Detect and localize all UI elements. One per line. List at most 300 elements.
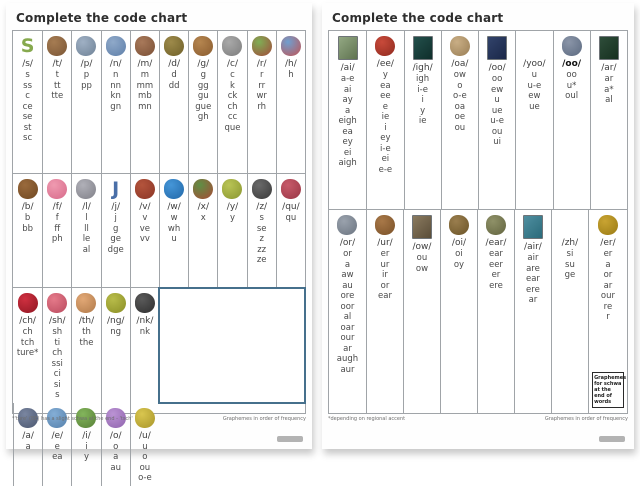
grapheme: u bbox=[171, 234, 177, 244]
grapheme: y bbox=[420, 105, 426, 116]
phoneme-cell bbox=[478, 31, 515, 209]
grapheme: s bbox=[259, 213, 264, 223]
grapheme: ar bbox=[603, 280, 613, 291]
grapheme: or bbox=[343, 249, 352, 259]
page bbox=[6, 3, 312, 483]
footnote-left: *'ture' (BE) has a slight schwa at the end - 'tsch' bbox=[12, 416, 133, 422]
grapheme: ff bbox=[54, 223, 61, 234]
grapheme: gn bbox=[110, 101, 122, 112]
phoneme-cell bbox=[477, 210, 514, 413]
grapheme: ss bbox=[23, 80, 33, 91]
grapheme: aigh bbox=[338, 158, 357, 168]
grapheme: ou bbox=[139, 462, 151, 473]
grapheme: mn bbox=[138, 101, 152, 112]
goat-icon bbox=[193, 36, 213, 56]
phoneme-label: /d/ bbox=[168, 59, 180, 69]
grapheme: j bbox=[114, 213, 117, 223]
phoneme-label: /ee/ bbox=[376, 59, 394, 69]
grapheme: a bbox=[25, 441, 31, 452]
grapheme: ue bbox=[529, 101, 540, 112]
cat-icon bbox=[222, 36, 242, 56]
phoneme-label: /m/ bbox=[137, 59, 153, 69]
phoneme-label: /qu/ bbox=[282, 202, 300, 212]
grapheme: u-e bbox=[490, 116, 504, 126]
waves-icon bbox=[164, 179, 184, 199]
phoneme-label: /z/ bbox=[256, 202, 268, 212]
phoneme-cell bbox=[551, 210, 588, 413]
grapheme: oor bbox=[340, 301, 355, 312]
grapheme: dd bbox=[168, 80, 180, 91]
tree-icon bbox=[599, 36, 619, 60]
grapheme: ir bbox=[382, 270, 388, 280]
grapheme: ore bbox=[340, 291, 355, 301]
phoneme-label: /e/ bbox=[51, 430, 64, 441]
phoneme-cell bbox=[588, 210, 627, 413]
phoneme-label: /h/ bbox=[285, 59, 297, 69]
grapheme: igh bbox=[416, 74, 430, 84]
helicopter-icon bbox=[281, 36, 301, 56]
grapheme: oul bbox=[565, 91, 579, 101]
phoneme-label: /b/ bbox=[21, 202, 34, 212]
grapheme: ssi bbox=[51, 358, 63, 369]
grapheme: ll bbox=[84, 223, 89, 234]
vowel-group-outline bbox=[158, 287, 306, 404]
grapheme: ear bbox=[378, 291, 392, 301]
grapheme: wh bbox=[167, 223, 181, 234]
grapheme: ng bbox=[110, 327, 122, 337]
grapheme: o bbox=[142, 452, 148, 462]
phoneme-label: /n/ bbox=[109, 59, 122, 69]
grapheme: oy bbox=[453, 259, 465, 270]
grapheme: u bbox=[142, 441, 148, 452]
grapheme: i-e bbox=[417, 84, 428, 95]
bear-icon bbox=[18, 179, 38, 199]
grapheme: tte bbox=[51, 91, 64, 101]
phoneme-label: /oo/ bbox=[562, 59, 582, 69]
grapheme: ou bbox=[416, 253, 428, 263]
grapheme: ey bbox=[342, 137, 353, 147]
phoneme-cell bbox=[440, 210, 477, 413]
phoneme-label: /v/ bbox=[139, 202, 151, 212]
grapheme: ie bbox=[381, 112, 390, 122]
phoneme-label: /nk/ bbox=[136, 316, 154, 326]
grapheme: al bbox=[82, 244, 91, 255]
footnote-row bbox=[12, 415, 306, 423]
grapheme: air bbox=[527, 253, 539, 263]
grapheme: eer bbox=[488, 259, 503, 270]
grapheme: ch bbox=[227, 101, 238, 112]
grapheme: y bbox=[83, 452, 89, 462]
deer-icon bbox=[486, 215, 506, 235]
grapheme: ea bbox=[52, 452, 63, 462]
grapheme: wr bbox=[256, 91, 267, 101]
grapheme: a bbox=[113, 452, 119, 462]
lollipop-icon bbox=[76, 179, 96, 199]
grapheme: ture* bbox=[16, 348, 39, 358]
grapheme: vv bbox=[139, 234, 150, 244]
grapheme: ar bbox=[604, 74, 614, 84]
snake-icon: S bbox=[20, 35, 35, 57]
publisher-logo bbox=[599, 436, 625, 442]
page bbox=[322, 3, 634, 449]
grapheme: ui bbox=[493, 137, 501, 147]
grapheme: nn bbox=[110, 80, 122, 91]
mouse-icon bbox=[135, 36, 155, 56]
chart-section bbox=[329, 31, 627, 209]
grapheme: p bbox=[83, 70, 90, 80]
phoneme-cell bbox=[159, 174, 188, 287]
footnote-left: *depending on regional accent bbox=[328, 416, 406, 422]
grapheme: h bbox=[288, 70, 294, 80]
grapheme: ay bbox=[342, 95, 353, 105]
phoneme-label: /th/ bbox=[78, 316, 95, 326]
phoneme-label: /u/ bbox=[139, 430, 151, 441]
phoneme-label: /y/ bbox=[226, 202, 239, 212]
grapheme: ue bbox=[491, 105, 503, 116]
phoneme-label: /ch/ bbox=[19, 316, 36, 326]
grapheme: e bbox=[54, 441, 60, 452]
grapheme: st bbox=[23, 122, 32, 133]
fire-engine-icon bbox=[375, 36, 395, 56]
shells-icon bbox=[47, 293, 67, 313]
phoneme-label: /ear/ bbox=[485, 238, 507, 248]
grapheme: a-e bbox=[340, 74, 355, 84]
grapheme: ce bbox=[22, 101, 33, 112]
grapheme: se bbox=[22, 112, 33, 122]
phoneme-label: /zh/ bbox=[561, 238, 579, 248]
grapheme: tch bbox=[20, 337, 35, 348]
grapheme: kn bbox=[110, 91, 121, 101]
grapheme: ar bbox=[343, 343, 352, 354]
grapheme: or bbox=[603, 270, 613, 280]
snail-icon bbox=[338, 36, 358, 60]
grapheme: dge bbox=[107, 244, 124, 255]
grapheme: c bbox=[230, 70, 235, 80]
grapheme: gh bbox=[197, 112, 209, 122]
grapheme: z bbox=[259, 234, 264, 244]
phoneme-cell bbox=[42, 288, 71, 403]
grapheme: ci bbox=[53, 369, 61, 379]
grapheme: o bbox=[113, 441, 119, 452]
grapheme: au bbox=[342, 280, 353, 291]
grapheme: d bbox=[171, 70, 177, 80]
grapheme: our bbox=[340, 333, 355, 343]
grapheme: si bbox=[53, 379, 61, 390]
net-icon bbox=[106, 36, 126, 56]
phoneme-label: /er/ bbox=[600, 238, 616, 248]
grapheme: r bbox=[606, 312, 610, 322]
grapheme: ei bbox=[343, 147, 352, 158]
queen-icon bbox=[281, 179, 301, 199]
chair-icon bbox=[523, 215, 543, 239]
phoneme-cell bbox=[130, 174, 159, 287]
grapheme: si bbox=[566, 249, 574, 259]
duck-icon bbox=[164, 36, 184, 56]
grapheme: g bbox=[112, 223, 119, 234]
grapheme: augh bbox=[336, 354, 359, 364]
ring-icon bbox=[106, 293, 126, 313]
antlers-icon bbox=[449, 215, 469, 235]
chart-section bbox=[13, 31, 305, 173]
phoneme-cell bbox=[71, 31, 100, 173]
phoneme-label: /s/ bbox=[22, 59, 33, 69]
grapheme: r bbox=[259, 70, 264, 80]
page-title: Complete the code chart bbox=[332, 11, 504, 25]
grapheme: bb bbox=[22, 223, 33, 234]
grapheme: er bbox=[380, 249, 390, 259]
schwa-note-box: Graphemes for schwa at the end of words bbox=[592, 372, 624, 408]
grapheme: i bbox=[384, 122, 387, 133]
goat-icon bbox=[450, 36, 470, 56]
grapheme: ch bbox=[22, 327, 33, 337]
rat-icon bbox=[252, 36, 272, 56]
grapheme: le bbox=[82, 234, 91, 244]
phoneme-label: /p/ bbox=[80, 59, 93, 69]
grapheme: ou bbox=[491, 126, 503, 137]
empty-picture-slot bbox=[524, 36, 544, 56]
phoneme-cell bbox=[42, 174, 71, 287]
grapheme: rr bbox=[258, 80, 266, 91]
grapheme: gg bbox=[197, 80, 209, 91]
grapheme: ear bbox=[525, 274, 540, 284]
phoneme-label: /g/ bbox=[197, 59, 210, 69]
grapheme: e-e bbox=[378, 164, 393, 175]
flamingo-icon bbox=[47, 179, 67, 199]
phoneme-label: /t/ bbox=[52, 59, 63, 69]
phoneme-cell bbox=[130, 31, 159, 173]
grapheme: ph bbox=[51, 234, 63, 244]
grapheme: aur bbox=[340, 364, 355, 375]
grapheme: o bbox=[457, 80, 463, 91]
grapheme: f bbox=[55, 213, 59, 223]
phoneme-cell bbox=[329, 210, 366, 413]
box-icon bbox=[193, 179, 213, 199]
zebra-icon bbox=[252, 179, 272, 199]
grapheme: ow bbox=[453, 70, 466, 80]
grapheme: au bbox=[110, 462, 121, 473]
grapheme: mm bbox=[136, 80, 154, 91]
publisher-logo bbox=[277, 436, 303, 442]
grapheme: se bbox=[256, 223, 267, 234]
grapheme: s bbox=[25, 70, 30, 80]
phoneme-cell bbox=[247, 174, 276, 287]
phoneme-label: /oo/ bbox=[488, 63, 506, 73]
grapheme: tt bbox=[53, 80, 61, 91]
phoneme-label: /i/ bbox=[82, 430, 91, 441]
code-chart-table bbox=[328, 30, 628, 414]
grapheme: u bbox=[494, 95, 500, 105]
phoneme-cell bbox=[42, 31, 71, 173]
grapheme: y bbox=[382, 70, 388, 80]
phoneme-cell bbox=[13, 174, 42, 287]
grapheme: ve bbox=[139, 223, 151, 234]
grapheme: ear bbox=[488, 249, 503, 259]
grapheme: ch bbox=[52, 348, 63, 358]
grapheme: ea bbox=[342, 126, 353, 137]
phoneme-label: /ng/ bbox=[106, 316, 125, 326]
hook-icon: J bbox=[112, 178, 120, 200]
grapheme: t bbox=[55, 70, 59, 80]
grapheme: ck bbox=[227, 91, 238, 101]
phoneme-cell bbox=[130, 288, 159, 403]
grapheme: x bbox=[200, 213, 206, 223]
grapheme: ou bbox=[454, 122, 466, 133]
phoneme-label: /sh/ bbox=[49, 316, 66, 326]
phoneme-cell bbox=[217, 31, 246, 173]
monkey-icon bbox=[47, 36, 67, 56]
phoneme-cell bbox=[403, 210, 440, 413]
phoneme-cell bbox=[217, 174, 246, 287]
phoneme-label: /air/ bbox=[524, 242, 542, 252]
grapheme: e bbox=[382, 101, 388, 112]
grapheme: sh bbox=[52, 327, 63, 337]
grapheme: qu bbox=[285, 213, 297, 223]
grapheme: y bbox=[229, 213, 235, 223]
footnote-right: Graphemes in order of frequency bbox=[222, 416, 306, 422]
grapheme: gu bbox=[197, 91, 209, 101]
grapheme: al bbox=[605, 95, 613, 105]
grapheme: ai bbox=[343, 84, 352, 95]
phoneme-cell bbox=[13, 288, 42, 403]
grapheme: i-e bbox=[380, 143, 391, 154]
grapheme: o-e bbox=[453, 91, 467, 101]
grapheme: a bbox=[345, 105, 351, 116]
grapheme: v bbox=[142, 213, 148, 223]
phoneme-label: /c/ bbox=[226, 59, 238, 69]
penguin-icon bbox=[76, 36, 96, 56]
grapheme: al bbox=[343, 312, 352, 322]
thumb-icon bbox=[76, 293, 96, 313]
grapheme: ea bbox=[380, 80, 391, 91]
phoneme-cell bbox=[71, 174, 100, 287]
phoneme-label: /yoo/ bbox=[523, 59, 546, 69]
grapheme: are bbox=[526, 263, 540, 274]
grapheme: b bbox=[24, 213, 31, 223]
phoneme-label: /w/ bbox=[167, 202, 181, 212]
phoneme-label: /j/ bbox=[111, 202, 120, 212]
night-light-icon bbox=[413, 36, 433, 60]
grapheme: m bbox=[140, 70, 150, 80]
chart-section bbox=[13, 173, 305, 287]
grapheme: i bbox=[421, 95, 424, 105]
page-title: Complete the code chart bbox=[16, 11, 188, 25]
grapheme: ze bbox=[256, 255, 267, 265]
phoneme-cell bbox=[514, 210, 551, 413]
grapheme: aw bbox=[341, 270, 354, 280]
grapheme: sc bbox=[23, 133, 33, 143]
digger-icon bbox=[598, 215, 618, 235]
phoneme-cell bbox=[366, 210, 403, 413]
phoneme-cell bbox=[101, 288, 130, 403]
phoneme-cell bbox=[329, 31, 366, 209]
grapheme: ere bbox=[526, 284, 540, 295]
phoneme-cell bbox=[441, 31, 478, 209]
footnote-right: Graphemes in order of frequency bbox=[544, 416, 628, 422]
phoneme-cell bbox=[188, 31, 217, 173]
phoneme-label: /r/ bbox=[256, 59, 267, 69]
grapheme: er bbox=[603, 249, 613, 259]
phoneme-cell bbox=[276, 31, 305, 173]
grapheme: n bbox=[113, 70, 119, 80]
grapheme: ee bbox=[380, 91, 391, 101]
phoneme-cell bbox=[101, 31, 130, 173]
grapheme: ie bbox=[418, 116, 427, 126]
grapheme: u bbox=[531, 70, 538, 80]
grapheme: oa bbox=[454, 101, 466, 112]
phoneme-cell bbox=[553, 31, 590, 209]
grapheme: eigh bbox=[338, 116, 357, 126]
grapheme: zz bbox=[257, 244, 267, 255]
phoneme-cell bbox=[404, 31, 441, 209]
grapheme: l bbox=[85, 213, 88, 223]
owl-icon bbox=[412, 215, 432, 239]
grapheme: o-e bbox=[138, 473, 152, 483]
moon-icon bbox=[487, 36, 507, 60]
phoneme-label: /or/ bbox=[339, 238, 356, 248]
grapheme: nk bbox=[139, 327, 151, 337]
sailboat-icon bbox=[562, 36, 582, 56]
phoneme-label: /ar/ bbox=[601, 63, 617, 73]
phoneme-label: /igh/ bbox=[412, 63, 433, 73]
phoneme-label: /ai/ bbox=[340, 63, 355, 73]
grapheme: ow bbox=[415, 263, 429, 274]
grapheme: ge bbox=[564, 270, 576, 280]
phoneme-cell bbox=[71, 288, 100, 403]
phoneme-label: /ow/ bbox=[412, 242, 432, 252]
phoneme-cell bbox=[515, 31, 552, 209]
empty-picture-slot bbox=[560, 215, 580, 235]
grapheme: ew bbox=[528, 91, 541, 101]
grapheme: a bbox=[605, 259, 611, 270]
grapheme: oo bbox=[566, 70, 577, 80]
grapheme: u* bbox=[566, 80, 577, 91]
chart-section bbox=[329, 209, 627, 413]
grapheme: re bbox=[603, 301, 613, 312]
phoneme-label: /oa/ bbox=[451, 59, 469, 69]
grapheme: ey bbox=[380, 133, 391, 143]
phoneme-label: /oi/ bbox=[451, 238, 466, 248]
grapheme: oo bbox=[491, 74, 503, 84]
phoneme-label: /x/ bbox=[197, 202, 209, 212]
phoneme-cell bbox=[276, 174, 305, 287]
grapheme: our bbox=[600, 291, 615, 301]
grapheme: er bbox=[491, 270, 501, 280]
grapheme: oe bbox=[454, 112, 466, 122]
grapheme: ew bbox=[491, 84, 504, 95]
grapheme: or bbox=[380, 280, 390, 291]
grapheme: k bbox=[230, 80, 235, 91]
horse-icon bbox=[337, 215, 357, 235]
grapheme: a* bbox=[604, 84, 614, 95]
grapheme: ge bbox=[110, 234, 121, 244]
phoneme-label: /a/ bbox=[22, 430, 34, 441]
grapheme: gue bbox=[195, 101, 212, 112]
phoneme-cell bbox=[13, 31, 42, 173]
lion-icon bbox=[375, 215, 395, 235]
grapheme: w bbox=[170, 213, 178, 223]
phoneme-label: /l/ bbox=[82, 202, 91, 212]
grapheme: cc bbox=[227, 112, 238, 122]
grapheme: mb bbox=[138, 91, 152, 101]
phoneme-cell bbox=[366, 31, 403, 209]
grapheme: ti bbox=[54, 337, 61, 348]
grapheme: a bbox=[344, 259, 351, 270]
grapheme: ere bbox=[489, 280, 503, 291]
grapheme: th bbox=[82, 327, 91, 337]
grapheme: oar bbox=[340, 322, 355, 333]
grapheme: the bbox=[79, 337, 94, 348]
grapheme: rh bbox=[257, 101, 267, 112]
